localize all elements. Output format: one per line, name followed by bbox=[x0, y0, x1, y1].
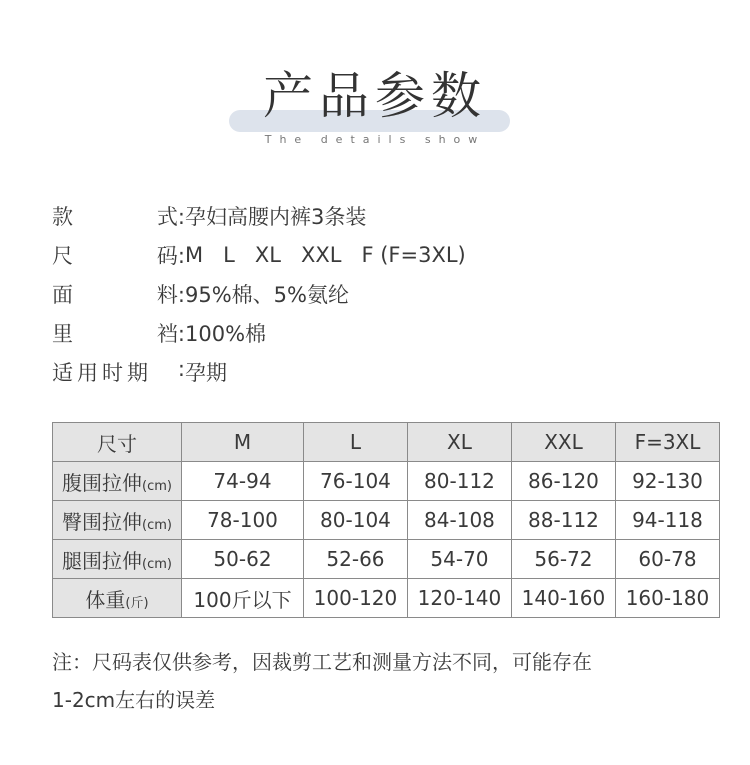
table-cell: 56-72 bbox=[511, 540, 615, 579]
note-line-1: 注：尺码表仅供参考，因裁剪工艺和测量方法不同，可能存在 bbox=[52, 650, 592, 674]
table-cell: 88-112 bbox=[511, 501, 615, 540]
header-cell: M bbox=[182, 423, 304, 462]
size-table-header-row bbox=[53, 423, 720, 462]
spec-label bbox=[52, 279, 185, 309]
table-row bbox=[53, 579, 720, 618]
spec-value: 孕期 bbox=[185, 360, 227, 385]
header-cell: 尺寸 bbox=[53, 423, 182, 462]
spec-row-fabric bbox=[52, 274, 712, 313]
row-header-unit: (cm) bbox=[142, 478, 172, 494]
spec-value: M L XL XXL F (F=3XL) bbox=[185, 242, 466, 267]
spec-label-right: 裆: bbox=[156, 321, 185, 346]
table-cell: 100-120 bbox=[303, 579, 407, 618]
row-header bbox=[53, 579, 182, 618]
spec-label-left: 适用时期 bbox=[52, 360, 152, 385]
spec-label bbox=[52, 318, 185, 348]
table-row bbox=[53, 462, 720, 501]
row-header-unit: (斤) bbox=[125, 595, 149, 611]
row-header-unit: (cm) bbox=[142, 517, 172, 533]
row-header-unit: (cm) bbox=[142, 556, 172, 572]
table-cell: 50-62 bbox=[182, 540, 304, 579]
page-title: 产品参数 bbox=[263, 67, 487, 125]
table-cell: 54-70 bbox=[407, 540, 511, 579]
page-subtitle: The details show bbox=[264, 133, 486, 146]
table-cell: 74-94 bbox=[182, 462, 304, 501]
table-cell: 78-100 bbox=[182, 501, 304, 540]
table-cell: 92-130 bbox=[615, 462, 719, 501]
table-row bbox=[53, 501, 720, 540]
table-cell: 60-78 bbox=[615, 540, 719, 579]
size-table bbox=[52, 422, 720, 618]
row-header-name: 腿围拉伸 bbox=[62, 548, 143, 573]
spec-value: 95%棉、5%氨纶 bbox=[185, 282, 349, 307]
spec-value: 100%棉 bbox=[185, 321, 267, 346]
spec-label-right: : bbox=[177, 356, 185, 381]
header-cell: XXL bbox=[511, 423, 615, 462]
note-line-2: 1-2cm左右的误差 bbox=[52, 688, 216, 712]
spec-row-period bbox=[52, 352, 712, 391]
row-header bbox=[53, 501, 182, 540]
spec-label-right: 式: bbox=[156, 204, 185, 229]
table-cell: 84-108 bbox=[407, 501, 511, 540]
spec-row-size bbox=[52, 235, 712, 274]
table-cell: 140-160 bbox=[511, 579, 615, 618]
spec-label-left: 尺 bbox=[52, 243, 73, 268]
table-cell: 80-112 bbox=[407, 462, 511, 501]
spec-list bbox=[52, 196, 712, 391]
table-cell: 76-104 bbox=[303, 462, 407, 501]
row-header-name: 体重 bbox=[85, 587, 126, 612]
spec-label-left: 面 bbox=[52, 282, 73, 307]
spec-label-left: 款 bbox=[52, 204, 73, 229]
spec-label-right: 料: bbox=[156, 282, 185, 307]
row-header-name: 腹围拉伸 bbox=[62, 470, 143, 495]
row-header-name: 臀围拉伸 bbox=[62, 509, 143, 534]
spec-row-style bbox=[52, 196, 712, 235]
row-header bbox=[53, 540, 182, 579]
table-row bbox=[53, 540, 720, 579]
table-cell: 80-104 bbox=[303, 501, 407, 540]
spec-label-left: 里 bbox=[52, 321, 73, 346]
table-cell: 100斤以下 bbox=[182, 579, 304, 618]
header-cell: F=3XL bbox=[615, 423, 719, 462]
size-note bbox=[52, 643, 712, 719]
table-cell: 160-180 bbox=[615, 579, 719, 618]
spec-row-lining bbox=[52, 313, 712, 352]
title-section bbox=[0, 0, 750, 160]
row-header bbox=[53, 462, 182, 501]
spec-label bbox=[52, 201, 185, 231]
spec-label bbox=[52, 240, 185, 270]
spec-label bbox=[52, 357, 185, 387]
table-cell: 94-118 bbox=[615, 501, 719, 540]
table-cell: 52-66 bbox=[303, 540, 407, 579]
header-cell: XL bbox=[407, 423, 511, 462]
table-cell: 86-120 bbox=[511, 462, 615, 501]
header-cell: L bbox=[303, 423, 407, 462]
spec-value: 孕妇高腰内裤3条装 bbox=[185, 204, 367, 229]
table-cell: 120-140 bbox=[407, 579, 511, 618]
spec-label-right: 码: bbox=[156, 243, 185, 268]
